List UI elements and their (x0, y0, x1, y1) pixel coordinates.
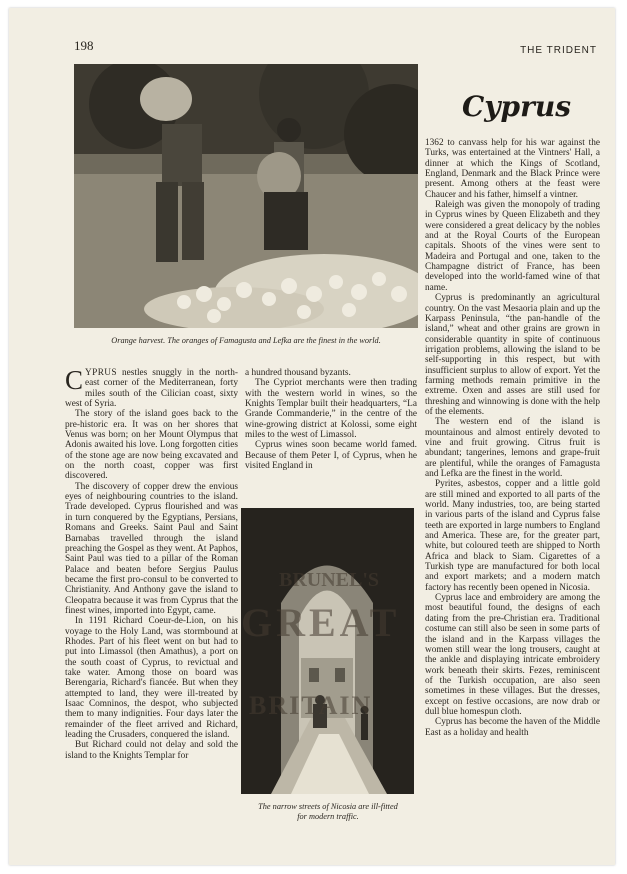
paragraph: Cyprus has become the haven of the Middle East as a holiday and health (425, 717, 600, 738)
running-head: THE TRIDENT (520, 45, 597, 56)
paragraph: Cyprus lace and embroidery are among the most beautiful found, the designs of each dating from the pre-Christian era. Traditional costume can still also be seen in some parts of the island and in the Karpass villages the women still wear the long trousers, caught at the ankle and displaying intricate embroidery work beneath their skirts. Fezes, reminiscent of the Turkish occupation, are also seen sometimes in these villages. But the dresses, except on festive occasions, are now drab or dull blue homespun cloth. (425, 593, 600, 717)
paragraph: The story of the island goes back to the pre-historic era. It was on her shores that Venus was born; on her Mount Olympus that Adonis awaited his love. Long forgotten cities of the stone age are now being excavated and on the north coast, copper was first discovered. (65, 409, 238, 482)
paragraph: The Cypriot merchants were then trading with the western world in wines, so the Knights Templar built their headquarters, “La Grande Commanderie,” in the centre of the wine-growing district at Kolossi, some eight miles to the west of Limassol. (245, 378, 417, 441)
orange-harvest-caption: Orange harvest. The oranges of Famagusta and Lefka are the finest in the world. (111, 336, 381, 345)
magazine-page (9, 8, 615, 865)
paragraph: Pyrites, asbestos, copper and a little gold are still mined and exported to all parts of the world. Many industries, too, are being started in various parts of the island and Cyprus false teeth are exported in large numbers to England and America. These are, for the greater part, white, but coloured teeth are shipped to North Africa and black to Siam. Cigarettes of a Turkish type are manufactured for both local and export markets; and a modern match factory has recently been opened in Nicosia. (425, 479, 600, 593)
drop-cap: C (65, 365, 84, 395)
watermark-line-2: GREAT (241, 600, 401, 645)
paragraph: Raleigh was given the monopoly of trading in Cyprus wines by Queen Elizabeth and they were considered a great delicacy by the nobles and at the Royal Courts of the European capitals. Shoots of the vines were sent to Madeira and Portugal and one, taken to the Champagne district of France, has been developed into the world-famed wine of that name. (425, 200, 600, 293)
paragraph: But Richard could not delay and sold the island to the Knights Templar for (65, 740, 238, 761)
page-number: 198 (74, 38, 94, 53)
paragraph: In 1191 Richard Coeur-de-Lion, on his voyage to the Holy Land, was stormbound at Rhodes. Part of his fleet went on but had to put into Limassol (then Amathus), a port on the south coast of Cyprus, to revictual and take water. Among those on board was Berengaria, Richard's fiancée. But when they attempted to land, they were ill-treated by Isaac Comninos, the despot, who subjected them to many indignities. Four days later the remainder of the fleet arrived and Richard, leading the Crusaders, conquered the island. (65, 616, 238, 741)
paragraph: Cyprus is predominantly an agricultural country. On the vast Mesaoria plain and up the Karpass Peninsula, “the pan-handle of the island,” wheat and other grains are grown in considerable quantity in spite of continuous irrigation problems, allowing the island to be self-supporting in this respect, but with insufficient surplus to allow of export. Yet the farming methods remain primitive in the extreme. Oxen and asses are still used for threshing and winnowing is done with the help of the elements. (425, 293, 600, 417)
column-2 (245, 368, 417, 471)
opening-paragraph (65, 365, 239, 410)
lead-word: YPRUS (85, 368, 117, 378)
watermark-line-3: BRITAIN (249, 691, 373, 720)
nicosia-caption: The narrow streets of Nicosia are ill-fitted for modern traffic. (258, 802, 398, 821)
column-1 (65, 365, 239, 761)
article-title: Cyprus (462, 90, 572, 123)
column-3 (425, 138, 600, 738)
paragraph: Cyprus wines soon became world famed. Because of them Peter I, of Cyprus, when he visited England in (245, 440, 417, 472)
watermark-line-1: BRUNEL'S (279, 569, 380, 591)
paragraph: 1362 to canvass help for his war against the Turks, was entertained at the Vintners' Hall, a dinner at which the Kings of Scotland, England, Denmark and the Black Prince were present. Among others at the feast were Chaucer and his father, himself a vintner. (425, 138, 600, 200)
paragraph: The western end of the island is mountainous and almost entirely devoted to vine and fruit growing. Citrus fruit is abundant; tangerines, lemons and grape-fruit are plentiful, while the oranges of Famagusta and Lefka are the finest in the world. (425, 417, 600, 479)
orange-harvest-photo (74, 64, 418, 328)
paragraph: a hundred thousand byzants. (245, 368, 351, 378)
paragraph-text: nestles snuggly in the north-east corner of the Mediterranean, forty miles south of the Cilician coast, sixty west of Syria. (65, 368, 239, 410)
nicosia-street-photo (241, 508, 414, 794)
paragraph: The discovery of copper drew the envious eyes of neighbouring countries to the island. Trade developed. Cyprus flourished and was in turn conquered by the Egyptians, Persians, Romans and Greeks. Saint Paul and Saint Barnabas travelled through the island preaching the Gospel as they went. At Paphos, Saint Paul was tied to a pillar of the Roman Palace and beaten before Sergius Paulus became the first pro-consul to be converted to Christianity. And Anthony gave the island to Cleopatra because it was from Cyprus that the finest wines, imported into Egypt, came. (65, 481, 238, 616)
